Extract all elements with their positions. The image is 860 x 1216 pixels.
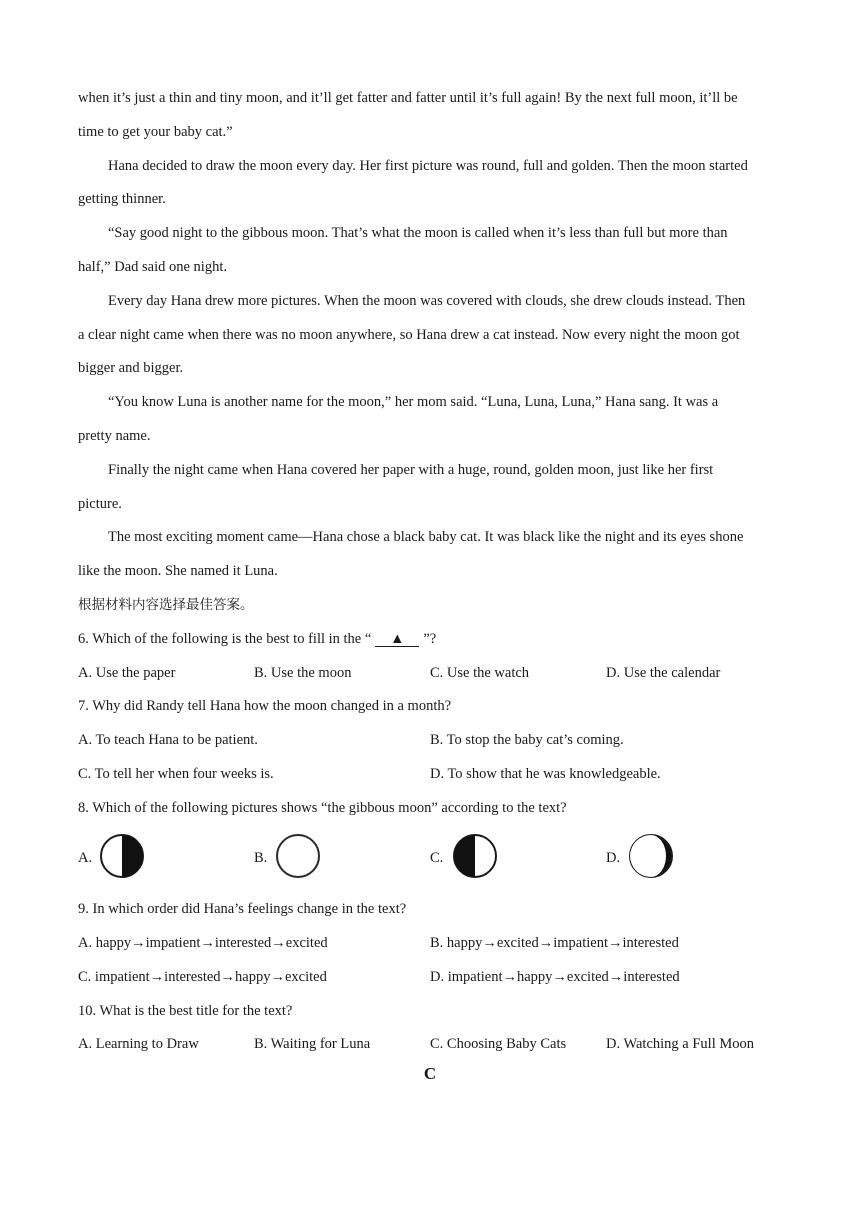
section-heading: C — [423, 1064, 437, 1083]
passage-line: pretty name. — [78, 428, 151, 444]
q10-option-a[interactable]: A. Learning to Draw — [78, 1036, 199, 1052]
passage-line: half,” Dad said one night. — [78, 259, 227, 275]
passage-line: a clear night came when there was no moon anywhere, so Hana drew a cat instead. Now every night the moon got — [78, 327, 740, 343]
passage-line: Finally the night came when Hana covered her paper with a huge, round, golden moon, just like her first — [108, 462, 714, 478]
q8-option-a[interactable]: A. — [78, 850, 93, 866]
passage-line: “Say good night to the gibbous moon. That’s what the moon is called when it’s less than full but more than — [108, 225, 728, 241]
full-moon-icon — [274, 832, 322, 880]
question-6-stem — [78, 630, 436, 648]
question-9-stem: 9. In which order did Hana’s feelings change in the text? — [78, 901, 407, 917]
question-6-stem-end: ”? — [423, 631, 437, 647]
passage-line: Hana decided to draw the moon every day. Her first picture was round, full and golden. Then the moon started — [108, 158, 748, 174]
q9-option-c[interactable]: C. impatient→interested→happy→excited — [78, 969, 327, 985]
half-moon-left-dark-icon — [451, 832, 499, 880]
q8-option-c[interactable]: C. — [430, 850, 444, 866]
passage-line: when it’s just a thin and tiny moon, and it’ll get fatter and fatter until it’s full again! By the next full moon, it’ll be — [78, 90, 738, 106]
gibbous-moon-icon — [627, 832, 675, 880]
q6-option-a[interactable]: A. Use the paper — [78, 665, 176, 681]
passage-line: Every day Hana drew more pictures. When the moon was covered with clouds, she drew clouds instead. Then — [108, 293, 746, 309]
q6-option-b[interactable]: B. Use the moon — [254, 665, 352, 681]
q7-option-b[interactable]: B. To stop the baby cat’s coming. — [430, 732, 624, 748]
q9-option-b[interactable]: B. happy→excited→impatient→interested — [430, 935, 679, 951]
q8-option-d[interactable]: D. — [606, 850, 621, 866]
q7-option-c[interactable]: C. To tell her when four weeks is. — [78, 766, 274, 782]
q10-option-b[interactable]: B. Waiting for Luna — [254, 1036, 371, 1052]
q9-option-d[interactable]: D. impatient→happy→excited→interested — [430, 969, 680, 985]
q6-option-c[interactable]: C. Use the watch — [430, 665, 530, 681]
question-6-stem-start: 6. Which of the following is the best to fill in the “ — [78, 631, 372, 647]
q8-option-b[interactable]: B. — [254, 850, 268, 866]
passage-line: picture. — [78, 496, 122, 512]
passage-line: The most exciting moment came—Hana chose a black baby cat. It was black like the night and its eyes shone — [108, 529, 744, 545]
question-7-stem: 7. Why did Randy tell Hana how the moon changed in a month? — [78, 698, 452, 714]
q7-option-d[interactable]: D. To show that he was knowledgeable. — [430, 766, 661, 782]
q9-option-a[interactable]: A. happy→impatient→interested→excited — [78, 935, 328, 951]
q6-option-d[interactable]: D. Use the calendar — [606, 665, 721, 681]
q10-option-d[interactable]: D. Watching a Full Moon — [606, 1036, 754, 1052]
passage-line: time to get your baby cat.” — [78, 124, 233, 140]
q10-option-c[interactable]: C. Choosing Baby Cats — [430, 1036, 567, 1052]
half-moon-right-dark-icon — [99, 832, 145, 880]
instruction-text: 根据材料内容选择最佳答案。 — [78, 597, 254, 613]
q7-option-a[interactable]: A. To teach Hana to be patient. — [78, 732, 258, 748]
passage-line: “You know Luna is another name for the moon,” her mom said. “Luna, Luna, Luna,” Hana sang. It was a — [108, 394, 719, 410]
passage-line: like the moon. She named it Luna. — [78, 563, 278, 579]
question-8-stem: 8. Which of the following pictures shows “the gibbous moon” according to the text? — [78, 800, 567, 816]
blank-marker: ▲ — [375, 632, 419, 647]
passage-line: getting thinner. — [78, 191, 166, 207]
passage-line: bigger and bigger. — [78, 360, 184, 376]
question-10-stem: 10. What is the best title for the text? — [78, 1003, 293, 1019]
